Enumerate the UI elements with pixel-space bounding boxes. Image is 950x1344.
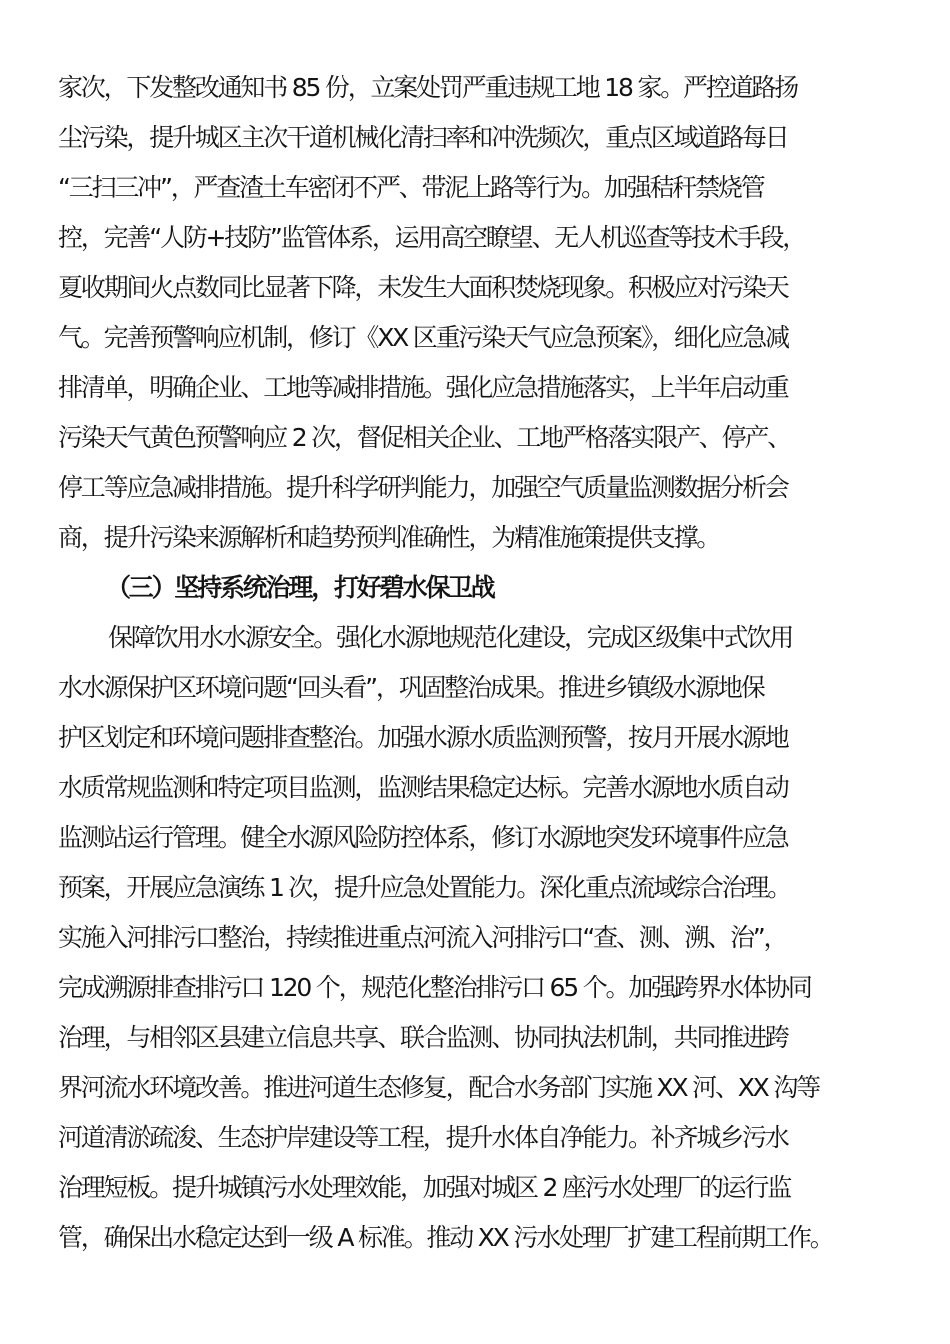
- paragraph1-line: 排清单，明确企业、工地等减排措施。强化应急措施落实，上半年启动重: [58, 373, 788, 402]
- paragraph2-line: 预案，开展应急演练 1 次，提升应急处置能力。深化重点流域综合治理。: [58, 873, 791, 902]
- paragraph1-line: 商，提升污染来源解析和趋势预判准确性，为精准施策提供支撑。: [58, 523, 720, 552]
- paragraph2-line: 保障饮用水水源安全。强化水源地规范化建设，完成区级集中式饮用: [108, 623, 793, 652]
- paragraph1-line: 停工等应急减排措施。提升科学研判能力，加强空气质量监测数据分析会: [58, 473, 788, 502]
- paragraph1-line: 尘污染，提升城区主次干道机械化清扫率和冲洗频次，重点区域道路每日: [58, 123, 788, 152]
- paragraph2-line: 界河流水环境改善。推进河道生态修复，配合水务部门实施 XX 河、XX 沟等: [58, 1073, 819, 1102]
- paragraph2-line: 治理，与相邻区县建立信息共享、联合监测、协同执法机制，共同推进跨: [58, 1023, 788, 1052]
- paragraph1-line: 污染天气黄色预警响应 2 次，督促相关企业、工地严格落实限产、停产、: [58, 423, 791, 452]
- paragraph2-line: 护区划定和环境问题排查整治。加强水源水质监测预警，按月开展水源地: [58, 723, 788, 752]
- section-heading: （三）坚持系统治理，打好碧水保卫战: [106, 573, 494, 602]
- paragraph1-line: 家次，下发整改通知书 85 份，立案处罚严重违规工地 18 家。严控道路扬: [58, 73, 798, 102]
- paragraph1-line: 气。完善预警响应机制，修订《XX 区重污染天气应急预案》，细化应急减: [58, 323, 788, 352]
- paragraph1-line: 控，完善“人防+技防”监管体系，运用高空瞭望、无人机巡查等技术手段，: [58, 223, 806, 252]
- paragraph2-line: 水水源保护区环境问题“回头看”，巩固整治成果。推进乡镇级水源地保: [58, 673, 764, 702]
- paragraph2-line: 管，确保出水稳定达到一级 A 标准。推动 XX 污水处理厂扩建工程前期工作。: [58, 1223, 833, 1252]
- paragraph1-line: 夏收期间火点数同比显著下降，未发生大面积焚烧现象。积极应对污染天: [58, 273, 788, 302]
- paragraph2-line: 监测站运行管理。健全水源风险防控体系，修订水源地突发环境事件应急: [58, 823, 788, 852]
- paragraph2-line: 河道清淤疏浚、生态护岸建设等工程，提升水体自净能力。补齐城乡污水: [58, 1123, 788, 1152]
- paragraph1-line: “三扫三冲”，严查渣土车密闭不严、带泥上路等行为。加强秸秆禁烧管: [58, 173, 764, 202]
- paragraph2-line: 水质常规监测和特定项目监测，监测结果稳定达标。完善水源地水质自动: [58, 773, 788, 802]
- paragraph2-line: 实施入河排污口整治，持续推进重点河流入河排污口“查、测、溯、治”，: [58, 923, 787, 952]
- paragraph2-line: 治理短板。提升城镇污水处理效能，加强对城区 2 座污水处理厂的运行监: [58, 1173, 791, 1202]
- paragraph2-line: 完成溯源排查排污口 120 个，规范化整治排污口 65 个。加强跨界水体协同: [58, 973, 811, 1002]
